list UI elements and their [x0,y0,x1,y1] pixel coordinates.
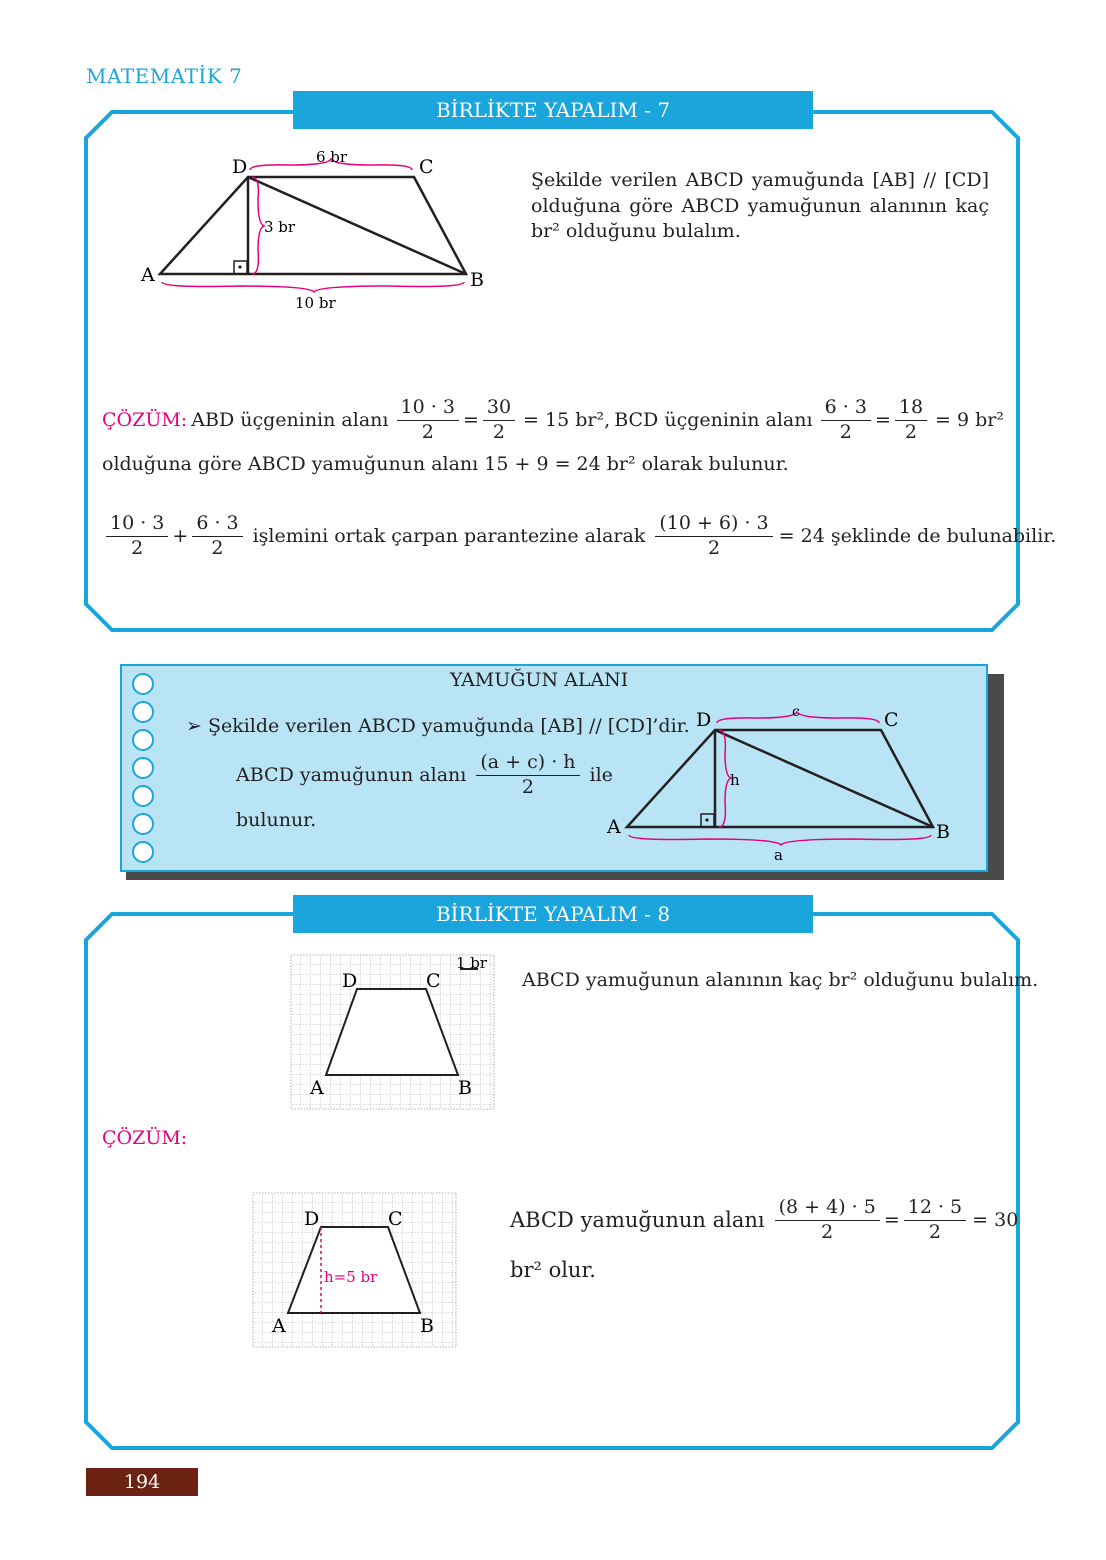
vertex-d-label: D [232,156,248,178]
ring-icon [132,785,154,807]
info-area-text: ABCD yamuğunun alanı [236,764,467,787]
trapezoid-figure-info [600,704,960,864]
fraction-abd-1: $\frac{10 \cdot 3}{2}$ [397,398,459,443]
fraction-l3-3: $\frac{(10 + 6) \cdot 3}{2}$ [655,514,772,559]
bcd-result: = 9 br² [935,409,1004,432]
ring-icon [132,701,154,723]
ring-icon [132,673,154,695]
abd-text: ABD üçgeninin alanı [191,409,389,432]
equals-sign: = [883,1209,900,1232]
grid1-vertex-a: A [310,1077,324,1099]
vertex-a-label: A [141,264,155,286]
banner-section-8: BİRLİKTE YAPALIM - 8 [293,895,813,933]
grid1-vertex-c: C [426,970,441,992]
fraction-bcd-1: $\frac{6 \cdot 3}{2}$ [821,398,871,443]
plus-sign: + [172,525,189,548]
grid1-vertex-b: B [458,1077,472,1099]
page-header: MATEMATİK 7 [86,64,243,88]
fraction-abd-2: $\frac{30}{2}$ [483,398,515,443]
problem-text-8: ABCD yamuğunun alanının kaç br² olduğunu bulalım. [522,969,1039,991]
grid2-vertex-b: B [420,1315,434,1337]
solution-label-7: ÇÖZÜM: [102,409,188,432]
area-text-8: ABCD yamuğunun alanı [510,1208,765,1233]
l3-end: = 24 şeklinde de bulunabilir. [778,525,1057,548]
grid1-vertex-d: D [342,970,358,992]
vertex-b-label: B [470,269,484,291]
equals-sign: = [874,409,891,432]
info-area-formula [236,753,613,798]
solution-8-line-2: br² olur. [510,1258,596,1282]
info-bulunur: bulunur. [236,809,317,831]
info-vertex-c: C [884,709,899,731]
grid-figure-2 [252,1192,458,1350]
l3-text: işlemini ortak çarpan parantezine alarak [252,525,646,548]
base-label: 10 br [295,294,336,312]
fraction-8-2: $\frac{12 \cdot 5}{2}$ [904,1198,966,1243]
height-5-label: h=5 br [324,1268,378,1286]
info-ile: ile [589,764,613,787]
grid2-vertex-d: D [304,1208,320,1230]
solution-line-3 [102,514,1056,559]
ring-icon [132,841,154,863]
info-h-label: h [730,771,740,789]
banner-section-7: BİRLİKTE YAPALIM - 7 [293,91,813,129]
ring-icon [132,757,154,779]
fraction-bcd-2: $\frac{18}{2}$ [895,398,927,443]
problem-text-7: Şekilde verilen ABCD yamuğunda [AB] // [CD] olduğuna göre ABCD yamuğunun alanının kaç br² olduğunu bulalım. [531,169,989,243]
bcd-text: BCD üçgeninin alanı [614,409,813,432]
grid2-vertex-c: C [388,1208,403,1230]
info-title: YAMUĞUN ALANI [450,669,629,691]
info-vertex-b: B [936,821,950,843]
height-label: 3 br [264,218,296,236]
solution-8-formula [510,1198,1018,1243]
ring-icon [132,813,154,835]
abd-result: = 15 br², [523,409,611,432]
fraction-l3-1: $\frac{10 \cdot 3}{2}$ [106,514,168,559]
info-vertex-a: A [607,816,621,838]
top-side-label: 6 br [316,148,348,166]
equals-sign: = [462,409,479,432]
solution-line-2: olduğuna göre ABCD yamuğunun alanı 15 + 9 = 24 br² olarak bulunur. [102,453,789,475]
fraction-l3-2: $\frac{6 \cdot 3}{2}$ [192,514,242,559]
grid-unit-label: 1 br [456,954,488,972]
page-number: 194 [86,1468,198,1496]
info-a-label: a [774,846,783,864]
solution-line-1 [102,398,1004,443]
grid-figure-1 [290,954,496,1112]
solution-label-8: ÇÖZÜM: [102,1127,188,1149]
grid2-vertex-a: A [272,1315,286,1337]
fraction-8-1: $\frac{(8 + 4) \cdot 5}{2}$ [775,1198,880,1243]
trapezoid-figure-1 [130,140,510,320]
ring-icon [132,729,154,751]
info-fraction: $\frac{(a + c) \cdot h}{2}$ [476,753,579,798]
info-bullet: ➢ Şekilde verilen ABCD yamuğunda [AB] // [CD]’dir. [186,715,690,737]
info-vertex-d: D [696,709,712,731]
result-8: = 30 [972,1209,1019,1232]
info-c-label: c [792,704,800,720]
vertex-c-label: C [419,156,434,178]
